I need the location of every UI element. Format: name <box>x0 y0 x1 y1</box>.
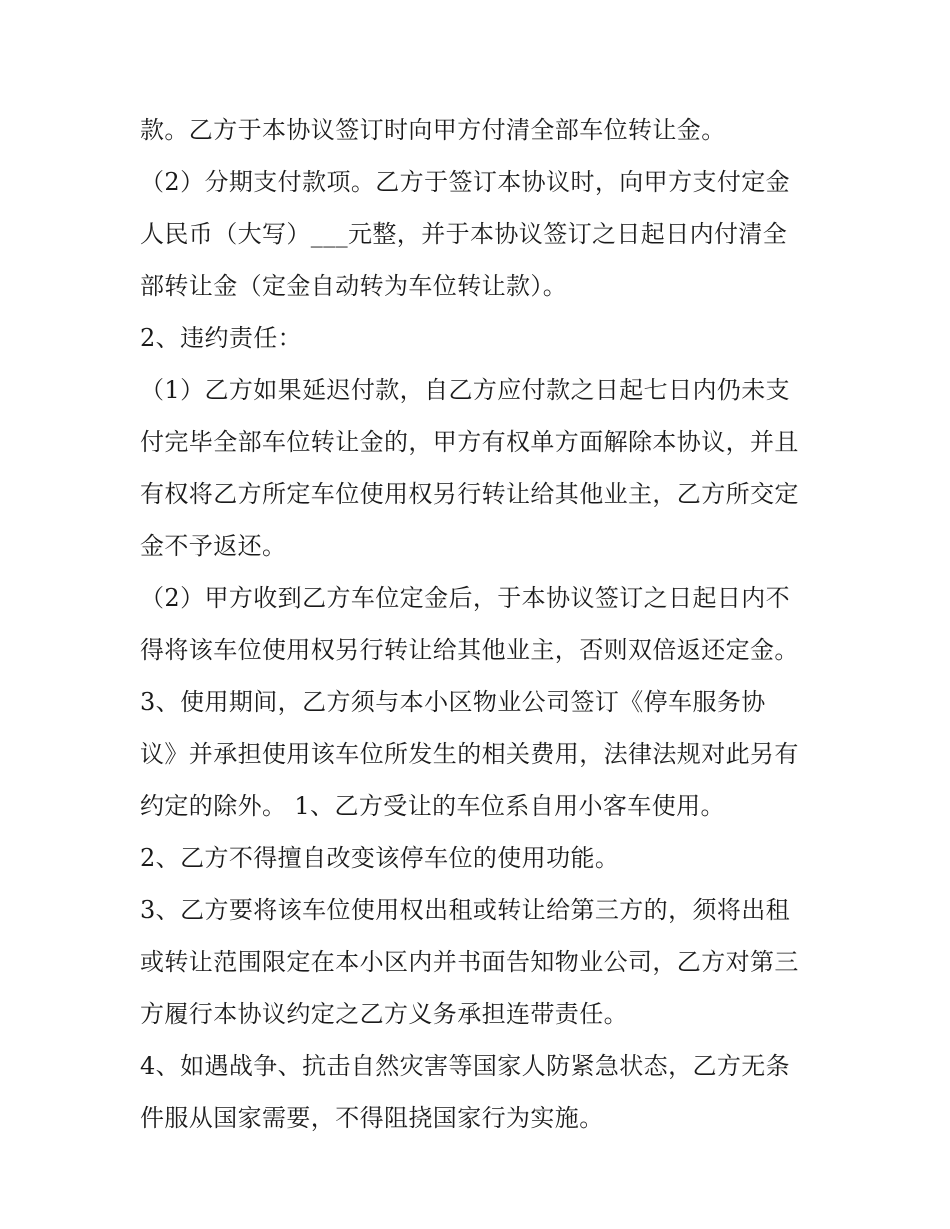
text-line: 3、乙方要将该车位使用权出租或转让给第三方的，须将出租 <box>140 896 791 924</box>
text-line: 3、使用期间，乙方须与本小区物业公司签订《停车服务协 <box>140 688 766 716</box>
text-line: 议》并承担使用该车位所发生的相关费用，法律法规对此另有 <box>140 740 799 768</box>
text-line: 部转让金（定金自动转为车位转让款）。 <box>140 272 568 300</box>
text-line: 人民币（大写）___元整，并于本协议签订之日起日内付清全 <box>140 220 788 248</box>
text-line: （2）分期支付款项。乙方于签订本协议时，向甲方支付定金 <box>140 168 791 196</box>
text-line: 款。乙方于本协议签订时向甲方付清全部车位转让金。 <box>140 116 726 144</box>
text-line: 2、乙方不得擅自改变该停车位的使用功能。 <box>140 844 620 872</box>
text-line: （1）乙方如果延迟付款，自乙方应付款之日起七日内仍未支 <box>140 376 791 404</box>
document-body <box>140 104 830 1144</box>
text-line: 约定的除外。 1、乙方受让的车位系自用小客车使用。 <box>140 792 725 820</box>
section-heading: 2、违约责任： <box>140 324 303 352</box>
text-line: 得将该车位使用权另行转让给其他业主，否则双倍返还定金。 <box>140 636 799 664</box>
text-line: 件服从国家需要，不得阻挠国家行为实施。 <box>140 1104 604 1132</box>
text-line: 有权将乙方所定车位使用权另行转让给其他业主，乙方所交定 <box>140 480 799 508</box>
text-line: 付完毕全部车位转让金的，甲方有权单方面解除本协议，并且 <box>140 428 799 456</box>
text-line: 方履行本协议约定之乙方义务承担连带责任。 <box>140 1000 628 1028</box>
text-line: （2）甲方收到乙方车位定金后，于本协议签订之日起日内不 <box>140 584 791 612</box>
text-line: 金不予返还。 <box>140 532 287 560</box>
text-line: 4、如遇战争、抗击自然灾害等国家人防紧急状态，乙方无条 <box>140 1052 791 1080</box>
text-line: 或转让范围限定在本小区内并书面告知物业公司，乙方对第三 <box>140 948 799 976</box>
